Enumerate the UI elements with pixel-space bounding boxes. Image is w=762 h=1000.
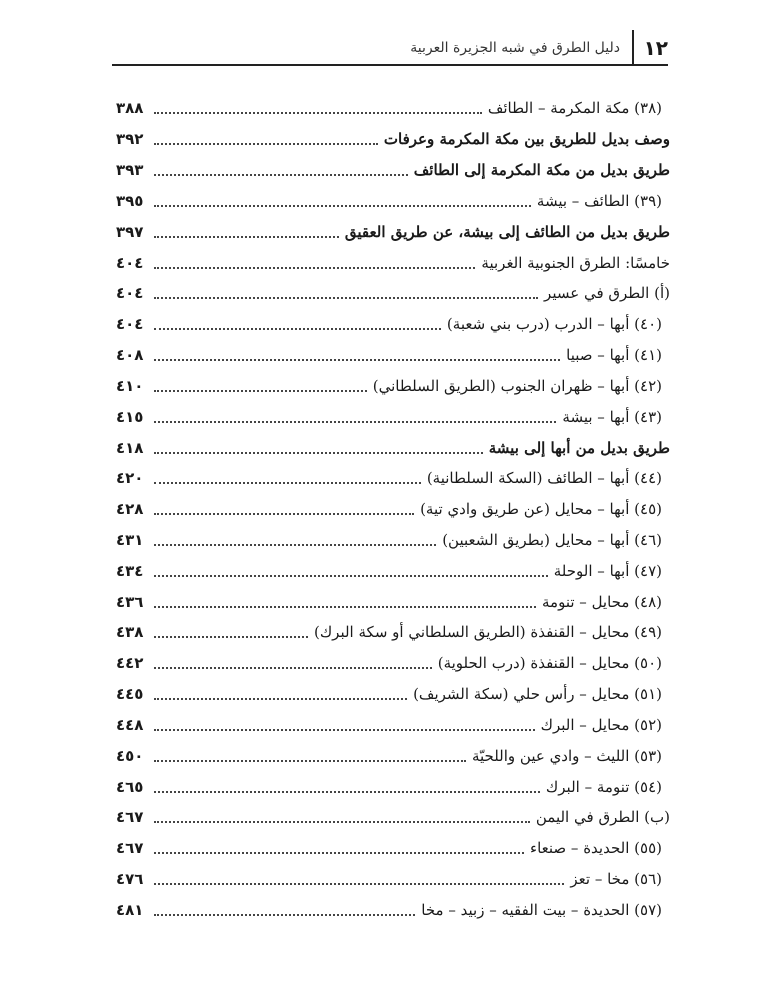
toc-dot-leader — [154, 606, 536, 608]
toc-dot-leader — [154, 636, 308, 638]
toc-entry — [116, 648, 670, 679]
toc-entry — [116, 370, 670, 401]
toc-entry-title: (٣٩) الطائف – بيشة — [536, 191, 662, 210]
running-title: دليل الطرق في شبه الجزيرة العربية — [410, 40, 620, 56]
toc-dot-leader — [154, 667, 432, 669]
toc-entry — [116, 771, 670, 802]
toc-entry-page: ٤٠٨ — [116, 346, 144, 365]
toc-dot-leader — [154, 236, 339, 238]
toc-entry-title: (٥٧) الحديدة – بيت الفقيه – زبيد – مخا — [421, 900, 662, 919]
toc-entry-title: طريق بديل من أبها إلى بيشة — [488, 438, 670, 457]
toc-entry — [116, 525, 670, 556]
toc-entry-page: ٤٧٦ — [116, 870, 144, 889]
toc-entry — [116, 494, 670, 525]
toc-dot-leader — [154, 513, 414, 515]
toc-entry-page: ٤٣١ — [116, 531, 144, 549]
toc-entry — [116, 432, 670, 463]
toc-entry-title: (٤٣) أبها – بيشة — [562, 407, 662, 426]
toc-dot-leader — [154, 112, 482, 114]
toc-entry-page: ٤٠٤ — [116, 315, 144, 334]
toc-entry — [116, 740, 670, 771]
toc-entry — [116, 247, 670, 278]
toc-dot-leader — [154, 421, 556, 423]
toc-entry — [116, 833, 670, 864]
toc-entry — [116, 216, 670, 247]
toc-entry — [116, 679, 670, 710]
toc-entry — [116, 185, 670, 216]
toc-entry-title: (٤٥) أبها – محايل (عن طريق وادي تية) — [420, 500, 662, 519]
toc-entry-title: (٥٠) محايل – القنفذة (درب الحلوية) — [437, 654, 662, 673]
toc-entry-page: ٣٩٧ — [116, 222, 144, 241]
toc-dot-leader — [154, 452, 483, 454]
toc-entry-page: ٣٩٥ — [116, 191, 144, 210]
toc-entry-title: (ب) الطرق في اليمن — [535, 808, 670, 827]
toc-entry-page: ٤٤٨ — [116, 715, 144, 734]
toc-entry-page: ٣٨٨ — [116, 99, 144, 118]
toc-entry-page: ٤٨١ — [116, 900, 144, 919]
toc-dot-leader — [154, 575, 548, 577]
toc-dot-leader — [154, 729, 535, 731]
toc-entry-page: ٤٠٤ — [116, 284, 144, 303]
toc-entry — [116, 401, 670, 432]
toc-entry-title: (٥٣) الليث – وادي عين واللحيّة — [471, 746, 662, 765]
header-divider — [632, 30, 634, 66]
toc-entry-title: (٤٨) محايل – تنومة — [542, 592, 662, 611]
toc-entry-title: (٥١) محايل – رأس حلي (سكة الشريف) — [413, 685, 662, 704]
toc-dot-leader — [154, 267, 475, 269]
toc-dot-leader — [154, 297, 538, 299]
toc-entry — [116, 802, 670, 833]
page-number: ١٢ — [643, 36, 668, 60]
toc-entry-title: (٤١) أبها – صبيا — [566, 346, 662, 365]
toc-entry — [116, 124, 670, 155]
toc-entry-title: (٥٦) مخا – تعز — [570, 870, 662, 889]
toc-dot-leader — [154, 791, 540, 793]
toc-entry-page: ٤١٥ — [116, 407, 144, 426]
toc-entry-title: طريق بديل من مكة المكرمة إلى الطائف — [413, 161, 670, 180]
toc-entry-page: ٤٣٨ — [116, 623, 144, 642]
toc-entry-title: (٥٢) محايل – البرك — [540, 715, 662, 734]
toc-dot-leader — [154, 914, 415, 916]
toc-dot-leader — [154, 359, 560, 361]
toc-entry-page: ٤١٨ — [116, 438, 144, 457]
toc-entry-page: ٤٦٧ — [116, 839, 144, 858]
table-of-contents — [116, 93, 670, 925]
toc-entry-page: ٤٤٢ — [116, 654, 144, 673]
toc-entry — [116, 586, 670, 617]
toc-entry — [116, 710, 670, 741]
toc-entry-page: ٤٢٨ — [116, 500, 144, 519]
toc-dot-leader — [154, 852, 524, 854]
toc-entry-page: ٤١٠ — [116, 376, 144, 395]
toc-entry — [116, 155, 670, 186]
toc-entry — [116, 463, 670, 494]
toc-entry-title: (٥٥) الحديدة – صنعاء — [530, 839, 662, 858]
toc-entry-page: ٣٩٣ — [116, 161, 144, 180]
toc-entry-page: ٣٩٢ — [116, 130, 144, 149]
toc-entry-title: طريق بديل من الطائف إلى بيشة، عن طريق العقيق — [344, 222, 670, 241]
toc-entry-title: (٣٨) مكة المكرمة – الطائف — [487, 99, 662, 118]
toc-entry-title: (٥٤) تنومة – البرك — [545, 777, 662, 796]
toc-entry-title: (٤٠) أبها – الدرب (درب بني شعبة) — [446, 315, 662, 334]
toc-entry — [116, 309, 670, 340]
toc-entry — [116, 93, 670, 124]
toc-dot-leader — [154, 883, 564, 885]
toc-dot-leader — [154, 698, 407, 700]
toc-dot-leader — [154, 821, 530, 823]
toc-entry-page: ٤٦٥ — [116, 777, 144, 796]
toc-entry-title: (٤٧) أبها – الوحلة — [553, 561, 662, 580]
toc-entry-page: ٤٥٠ — [116, 746, 144, 765]
toc-entry-title: (٤٦) أبها – محايل (بطريق الشعبين) — [442, 531, 662, 549]
toc-dot-leader — [154, 328, 441, 330]
toc-entry — [116, 278, 670, 309]
toc-entry — [116, 340, 670, 371]
toc-entry-title: (٤٢) أبها – ظهران الجنوب (الطريق السلطاني) — [372, 376, 662, 395]
toc-dot-leader — [154, 760, 466, 762]
toc-entry-page: ٤٠٤ — [116, 253, 144, 272]
toc-entry-page: ٤٦٧ — [116, 808, 144, 827]
toc-entry-title: (أ) الطرق في عسير — [544, 284, 670, 303]
toc-dot-leader — [154, 174, 408, 176]
toc-entry-title: (٤٤) أبها – الطائف (السكة السلطانية) — [426, 469, 662, 488]
toc-dot-leader — [154, 544, 436, 546]
toc-dot-leader — [154, 205, 531, 207]
toc-dot-leader — [154, 143, 378, 145]
toc-entry-page: ٤٣٦ — [116, 592, 144, 611]
toc-dot-leader — [154, 390, 367, 392]
toc-entry — [116, 617, 670, 648]
toc-entry-page: ٤٤٥ — [116, 685, 144, 704]
toc-entry-title: خامسًا: الطرق الجنوبية الغربية — [481, 253, 670, 272]
page-header — [112, 34, 668, 66]
toc-dot-leader — [154, 482, 421, 484]
toc-entry-page: ٤٢٠ — [116, 469, 144, 488]
toc-entry — [116, 895, 670, 926]
toc-entry-title: (٤٩) محايل – القنفذة (الطريق السلطاني أو سكة البرك) — [313, 623, 662, 642]
toc-entry — [116, 555, 670, 586]
toc-entry-page: ٤٣٤ — [116, 561, 144, 580]
toc-entry-title: وصف بديل للطريق بين مكة المكرمة وعرفات — [383, 130, 670, 149]
toc-entry — [116, 864, 670, 895]
